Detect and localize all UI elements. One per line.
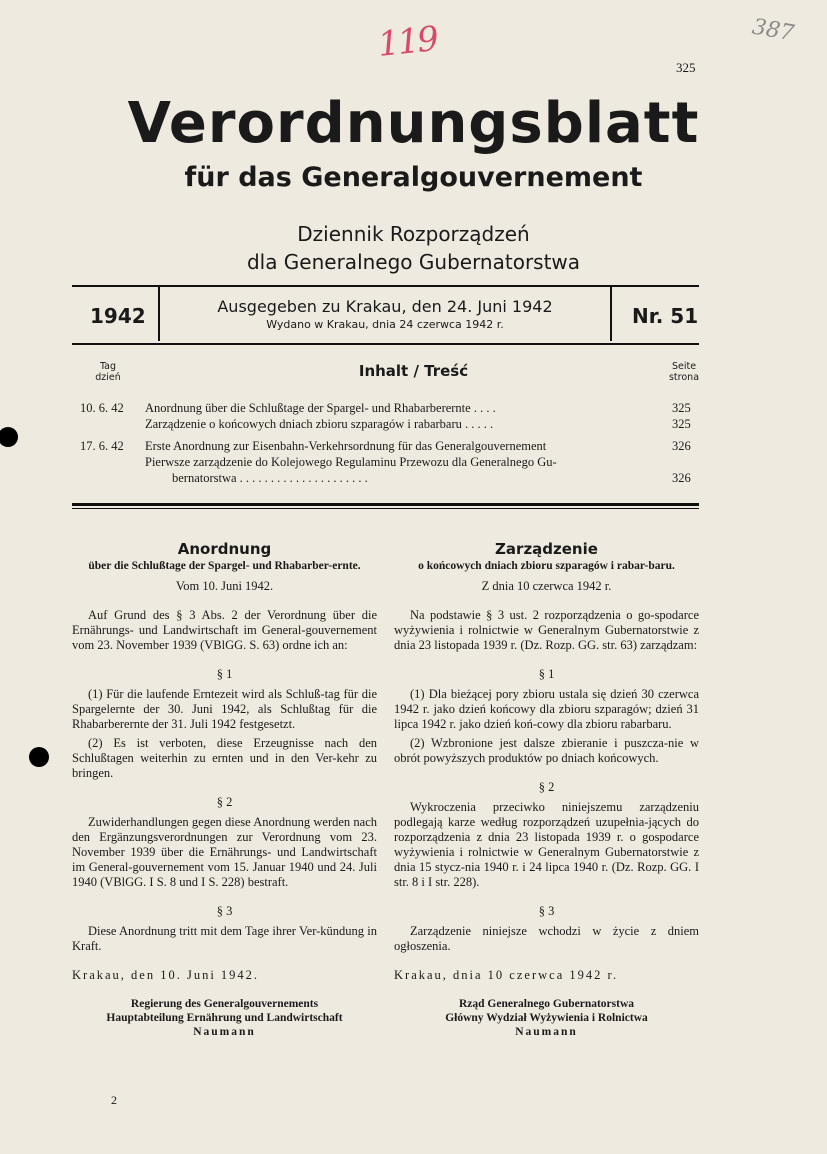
german-section-2: § 2 (216, 795, 233, 809)
polish-signature: Rząd Generalnego Gubernatorstwa Główny Wydział Wyżywienia i Rolnictwa Naumann (445, 998, 648, 1038)
polish-column (394, 540, 699, 1039)
polish-place-date: Krakau, dnia 10 czerwca 1942 r. (394, 968, 619, 982)
divider-rule (72, 503, 699, 506)
toc-entry-line: Pierwsze zarządzenie do Kolejowego Regulaminu Przewozu dla Generalnego Gu- (145, 455, 557, 469)
toc-entry-page: 325 (672, 401, 691, 415)
toc-entry-line: Anordnung über die Schlußtage der Spargel- und Rhabarberernte . . . . (145, 401, 496, 415)
punch-hole (0, 427, 18, 447)
german-place-date: Krakau, den 10. Juni 1942. (72, 968, 260, 982)
toc-entry-line: Zarządzenie o końcowych dniach zbioru szparagów i rabarbaru . . . . . (145, 417, 494, 431)
page-number: 325 (676, 60, 696, 75)
issue-number: Nr. 51 (632, 304, 699, 328)
toc-entry-date: 10. 6. 42 (80, 401, 124, 415)
polish-paragraph: Zarządzenie niniejsze wchodzi w życie z dniem ogłoszenia. (394, 924, 699, 953)
toc-title: Inhalt / Treść (358, 362, 469, 380)
toc-page-label: Seite strona (668, 361, 700, 383)
polish-section-3: § 3 (538, 904, 555, 918)
polish-subheading: o końcowych dniach zbioru szparagów i rabar-baru. (418, 560, 675, 572)
toc-day-label: Tag dzień (95, 361, 121, 383)
polish-date-line: Z dnia 10 czerwca 1942 r. (481, 579, 612, 593)
issue-year: 1942 (90, 304, 146, 328)
german-signature: Regierung des Generalgouvernements Hauptabteilung Ernährung und Landwirtschaft Naumann (106, 998, 343, 1038)
punch-hole (29, 747, 49, 767)
issued-de: Ausgegeben zu Krakau, den 24. Juni 1942 (217, 297, 553, 316)
polish-paragraph: Wykroczenia przeciwko niniejszemu zarządzeniu podlegają karze według rozporządzeń uzupełnia-jących do rozporządzenia z dnia 23 listopada 1939 r. o gospodarce wyżywienia i rolnictwie w Generalnym Gubernatorstwie z dnia 15 stycz-nia 1940 r. i 24 lipca 1940 r. (Dz. Rozp. GG. I str. 8 i I str. 228). (394, 800, 699, 889)
german-subheading: über die Schlußtage der Spargel- und Rhabarber-ernte. (88, 560, 361, 572)
masthead-subtitle: für das Generalgouvernement (184, 162, 643, 193)
polish-section-2: § 2 (538, 780, 555, 794)
masthead-pl-title: Dziennik Rozporządzeń (297, 222, 530, 246)
german-paragraph: (2) Es ist verboten, diese Erzeugnisse nach den Schlußtagen weiterhin zu ernten und in den Ver-kehr zu bringen. (72, 736, 377, 780)
masthead-title: Verordnungsblatt (127, 91, 700, 156)
toc-entry-page: 326 (672, 471, 691, 485)
masthead-pl-subtitle: dla Generalnego Gubernatorstwa (246, 250, 581, 274)
toc-entry-page: 326 (672, 439, 691, 453)
polish-preamble: Na podstawie § 3 ust. 2 rozporządzenia o go-spodarce wyżywienia i rolnictwie w Generalnym Gubernatorstwie z dnia 23 listopada 1939 r. (Dz. Rozp. GG. str. 63) zarządzam: (394, 608, 699, 652)
german-paragraph: (1) Für die laufende Erntezeit wird als Schluß-tag für die Spargelernte der 30. Juni 1942, als Schlußtag für die Rhabarberernte der 31. Juli 1942 festgesetzt. (72, 687, 377, 731)
german-date-line: Vom 10. Juni 1942. (175, 579, 274, 593)
polish-section-1: § 1 (538, 667, 555, 681)
german-section-1: § 1 (216, 667, 233, 681)
german-paragraph: Zuwiderhandlungen gegen diese Anordnung werden nach den Ergänzungsverordnungen zur Verordnung vom 23. November 1939 über die Ernährungs- und Landwirtschaft im General-gouvernement vom 15. Januar 1940 und 24. Juli 1940 (VBlGG. I S. 8 und I S. 228) bestraft. (72, 815, 377, 889)
german-preamble: Auf Grund des § 3 Abs. 2 der Verordnung über die Ernährungs- und Landwirtschaft im General-gouvernement vom 23. November 1939 (VBlGG. S. 63) ordne ich an: (72, 608, 377, 652)
toc-entry-line: Erste Anordnung zur Eisenbahn-Verkehrsordnung für das Generalgouvernement (145, 439, 547, 453)
toc-entry-date: 17. 6. 42 (80, 439, 124, 453)
polish-paragraph: (2) Wzbronione jest dalsze zbieranie i puszcza-nie w obrót powyższych produktów po dniach końcowych. (394, 736, 699, 765)
polish-heading: Zarządzenie (495, 540, 598, 558)
german-column (72, 540, 377, 1039)
polish-paragraph: (1) Dla bieżącej pory zbioru ustala się dzień 30 czerwca 1942 r. jako dzień końcowy dla zbioru szparagów; dzień 31 lipca 1942 r. jako dzień koń-cowy dla zbioru rabarbaru. (394, 687, 699, 731)
handwritten-pencil-number: 387 (750, 14, 796, 47)
issued-pl: Wydano w Krakau, dnia 24 czerwca 1942 r. (266, 318, 504, 331)
handwritten-red-number: 119 (376, 19, 439, 65)
german-section-3: § 3 (216, 904, 233, 918)
toc-entry-page: 325 (672, 417, 691, 431)
german-heading: Anordnung (177, 540, 272, 558)
footer-number: 2 (111, 1093, 117, 1107)
band-divider-right (610, 287, 612, 341)
masthead (0, 88, 827, 196)
divider-rule (72, 508, 699, 509)
toc-entry-line: bernatorstwa . . . . . . . . . . . . . . . . . . . . . (172, 471, 368, 485)
german-paragraph: Diese Anordnung tritt mit dem Tage ihrer Ver-kündung in Kraft. (72, 924, 377, 953)
